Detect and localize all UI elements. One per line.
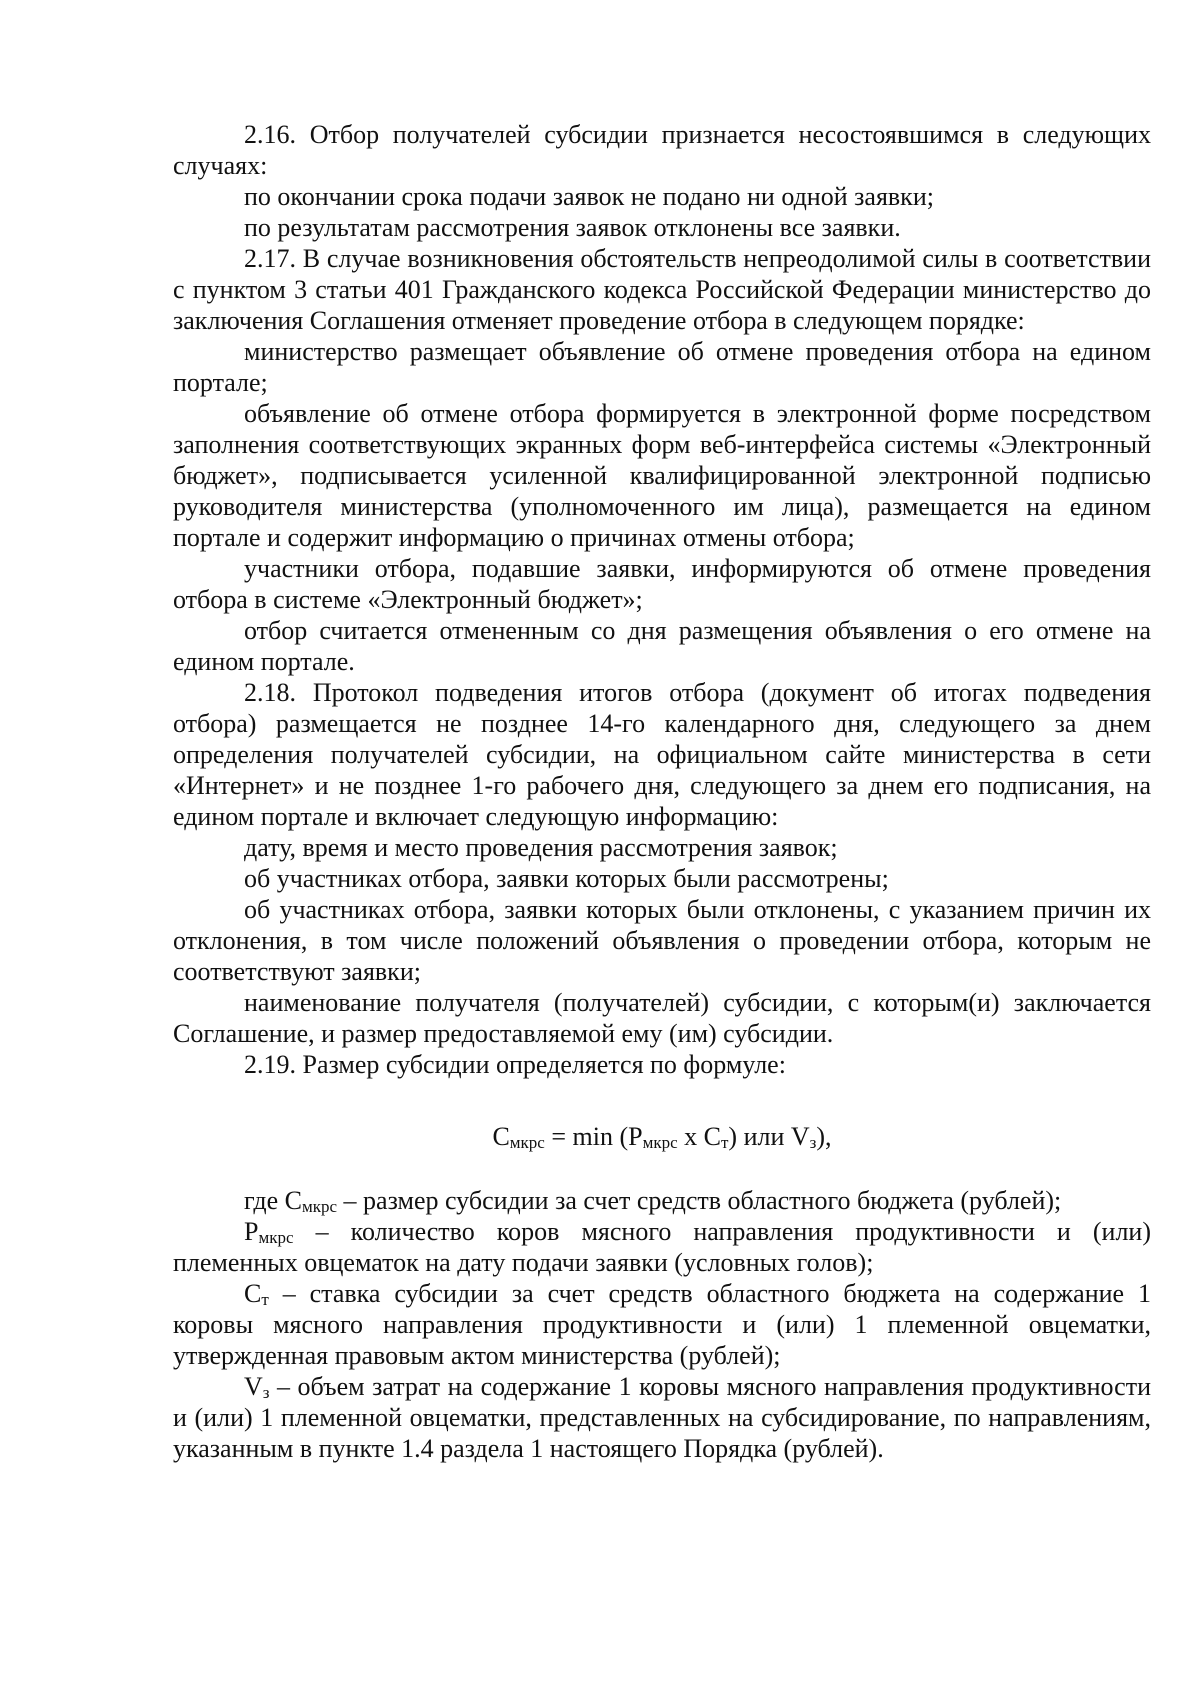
definition-p-mkrs: $Р_{мкрс}$ – количество коров мясного направления продуктивности и (или) племенных овцематок на дату подачи заявки (условных голов); xyxy=(173,1217,1151,1277)
paragraph-2-17: 2.17. В случае возникновения обстоятельств непреодолимой силы в соответствии с пунктом 3 статьи 401 Гражданского кодекса Российской Федерации министерство до заключения Соглашения отменяет проведение отбора в следующем порядке: xyxy=(173,244,1151,335)
definition-c-t: $С_т$ – ставка субсидии за счет средств областного бюджета на содержание 1 коровы мясного направления продуктивности и (или) 1 племенной овцематки, утвержденная правовым актом министерства (рублей); xyxy=(173,1279,1151,1370)
paragraph-2-19: 2.19. Размер субсидии определяется по формуле: xyxy=(244,1050,786,1079)
paragraph-recipient-name: наименование получателя (получателей) субсидии, с которым(и) заключается Соглашение, и размер предоставляемой ему (им) субсидии. xyxy=(173,988,1151,1048)
subsidy-formula: $С_{мкрс} = \min (Р_{мкрс}$ х $С_т$) или $V_з$), xyxy=(492,1122,832,1152)
definition-c-mkrs: где $С_{мкрс}$ – размер субсидии за счет средств областного бюджета (рублей); xyxy=(244,1186,1062,1216)
paragraph-no-applications: по окончании срока подачи заявок не подано ни одной заявки; xyxy=(244,182,934,211)
paragraph-participants-informed: участники отбора, подавшие заявки, информируются об отмене проведения отбора в системе «Электронный бюджет»; xyxy=(173,554,1151,614)
paragraph-2-16: 2.16. Отбор получателей субсидии признается несостоявшимся в следующих случаях: xyxy=(173,120,1151,180)
definition-v-z: $V_з$ – объем затрат на содержание 1 коровы мясного направления продуктивности и (или) 1 племенной овцематки, представленных на субсидирование, по направлениям, указанным в пункте 1.4 раздела 1 настоящего Порядка (рублей). xyxy=(173,1372,1151,1463)
paragraph-announcement-format: объявление об отмене отбора формируется в электронной форме посредством заполнения соответствующих экранных форм веб-интерфейса системы «Электронный бюджет», подписывается усиленной квалифицированной электронной подписью руководителя министерства (уполномоченного им лица), размещается на едином портале и содержит информацию о причинах отмены отбора; xyxy=(173,399,1151,552)
paragraph-selection-cancelled: отбор считается отмененным со дня размещения объявления о его отмене на едином портале. xyxy=(173,616,1151,676)
document-page xyxy=(173,119,1151,1464)
paragraph-date-time-place: дату, время и место проведения рассмотрения заявок; xyxy=(244,833,838,862)
paragraph-rejected-participants: об участниках отбора, заявки которых были отклонены, с указанием причин их отклонения, в том числе положений объявления о проведении отбора, которым не соответствуют заявки; xyxy=(173,895,1151,986)
paragraph-reviewed-participants: об участниках отбора, заявки которых были рассмотрены; xyxy=(244,864,889,893)
paragraph-announcement-posting: министерство размещает объявление об отмене проведения отбора на едином портале; xyxy=(173,337,1151,397)
paragraph-2-18: 2.18. Протокол подведения итогов отбора (документ об итогах подведения отбора) размещается не позднее 14-го календарного дня, следующего за днем определения получателей субсидии, на официальном сайте министерства в сети «Интернет» и не позднее 1-го рабочего дня, следующего за днем его подписания, на едином портале и включает следующую информацию: xyxy=(173,678,1151,831)
paragraph-all-rejected: по результатам рассмотрения заявок отклонены все заявки. xyxy=(244,213,901,242)
